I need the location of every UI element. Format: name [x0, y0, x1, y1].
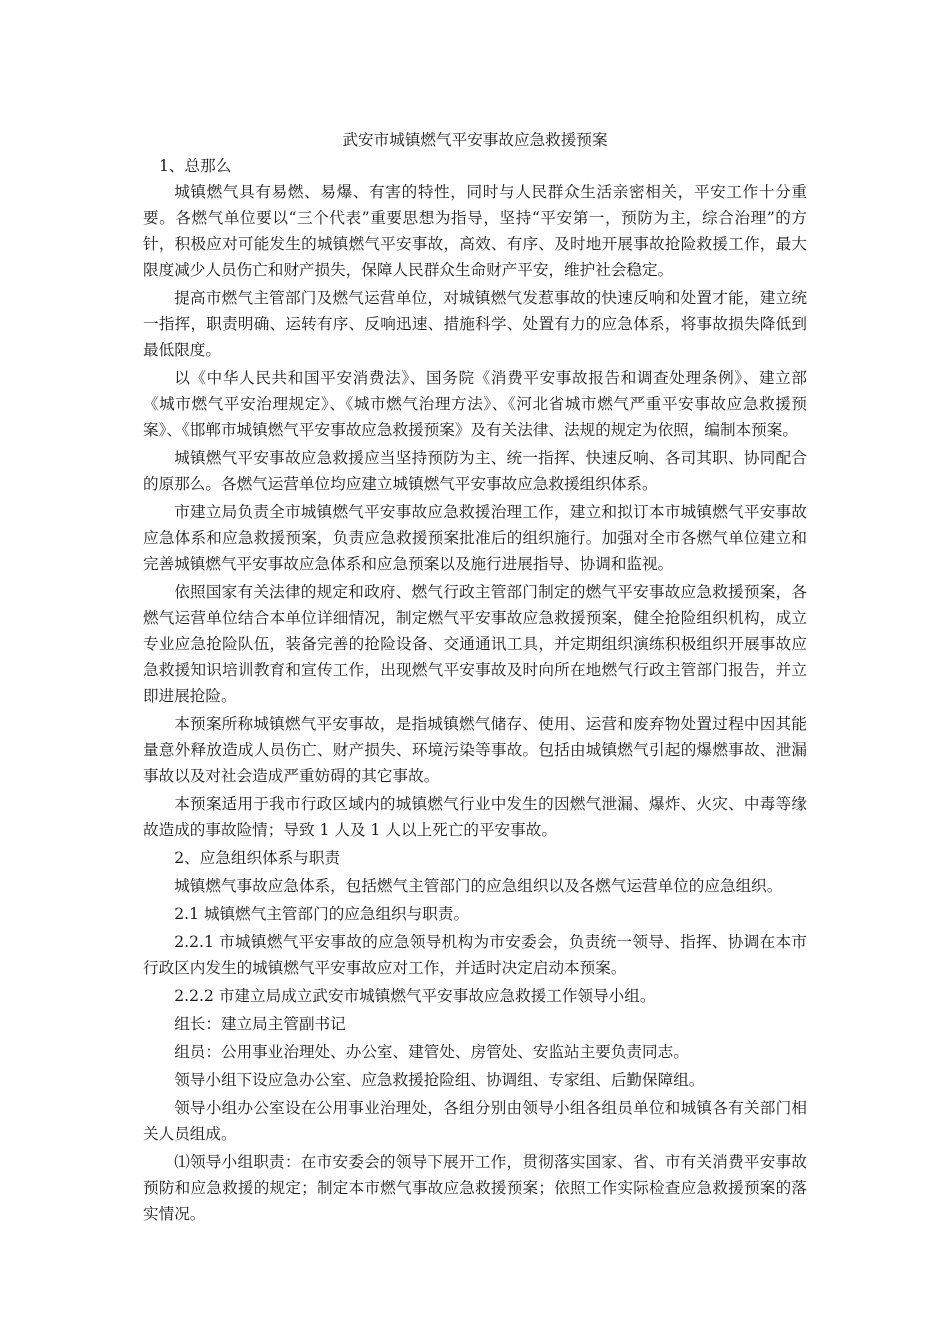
section-2-1-heading: 2.1 城镇燃气主管部门的应急组织与职责。 [174, 905, 470, 923]
section-2-2-1-paragraph: 2.2.1 市城镇燃气平安事故的应急领导机构为市安委会，负责统一领导、指挥、协调在本市行政区内发生的城镇燃气平安事故应对工作，并适时决定启动本预案。 [143, 933, 807, 977]
group-members-line: 组员：公用事业治理处、办公室、建管处、房管处、安监站主要负责同志。 [174, 1043, 689, 1061]
paragraph-3: 以《中华人民共和国平安消费法》、国务院《消费平安事故报告和调查处理条例》、建立部《城市燃气平安治理规定》、《城市燃气治理方法》、《河北省城市燃气严重平安事故应急救援预案》、《邯郸市城镇燃气平安事故应急救援预案》及有关法律、法规的规定为依照，编制本预案。 [143, 369, 807, 439]
paragraph-7: 本预案所称城镇燃气平安事故，是指城镇燃气储存、使用、运营和废弃物处置过程中因其能量意外释放造成人员伤亡、财产损失、环境污染等事故。包括由城镇燃气引起的爆燃事故、泄漏事故以及对社会造成严重妨碍的其它事故。 [143, 715, 807, 785]
paragraph-1: 城镇燃气具有易燃、易爆、有害的特性，同时与人民群众生活亲密相关，平安工作十分重要。各燃气单位要以“三个代表”重要思想为指导，坚持“平安第一，预防为主，综合治理”的方针，积极应对可能发生的城镇燃气平安事故，高效、有序、及时地开展事故抢险救援工作，最大限度减少人员伤亡和财产损失，保障人民群众生命财产平安，维护社会稳定。 [143, 183, 807, 279]
paragraph-6: 依照国家有关法律的规定和政府、燃气行政主管部门制定的燃气平安事故应急救援预案，各燃气运营单位结合本单位详细情况，制定燃气平安事故应急救援预案，健全抢险组织机构，成立专业应急抢险队伍，装备完善的抢险设备、交通通讯工具，并定期组织演练积极组织开展事故应急救援知识培训教育和宣传工作，出现燃气平安事故及时向所在地燃气行政主管部门报告，并立即进展抢险。 [143, 583, 807, 705]
leading-group-duties-paragraph: ⑴领导小组职责：在市安委会的领导下展开工作，贯彻落实国家、省、市有关消费平安事故预防和应急救援的规定；制定本市燃气事故应急救援预案；依照工作实际检查应急救援预案的落实情况。 [143, 1153, 807, 1223]
section-2-2-2-paragraph: 2.2.2 市建立局成立武安市城镇燃气平安事故应急救援工作领导小组。 [174, 987, 656, 1005]
paragraph-8: 本预案适用于我市行政区域内的城镇燃气行业中发生的因燃气泄漏、爆炸、火灾、中毒等缘故造成的事故险情；导致 1 人及 1 人以上死亡的平安事故。 [143, 795, 807, 839]
section-2-paragraph-1: 城镇燃气事故应急体系，包括燃气主管部门的应急组织以及各燃气运营单位的应急组织。 [174, 877, 783, 895]
group-leader-line: 组长：建立局主管副书记 [174, 1015, 346, 1033]
subgroups-line: 领导小组下设应急办公室、应急救援抢险组、协调组、专家组、后勤保障组。 [174, 1071, 705, 1089]
document-title: 武安市城镇燃气平安事故应急救援预案 [342, 131, 608, 149]
section-1-heading: 1、总那么 [159, 157, 232, 175]
document-body [143, 127, 807, 1229]
paragraph-4: 城镇燃气平安事故应急救援应当坚持预防为主、统一指挥、快速反响、各司其职、协同配合的原那么。各燃气运营单位均应建立城镇燃气平安事故应急救援组织体系。 [143, 449, 807, 493]
paragraph-2: 提高市燃气主管部门及燃气运营单位，对城镇燃气发惹事故的快速反响和处置才能，建立统一指挥，职责明确、运转有序、反响迅速、措施科学、处置有力的应急体系，将事故损失降低到最低限度。 [143, 289, 807, 359]
office-location-paragraph: 领导小组办公室设在公用事业治理处，各组分别由领导小组各组员单位和城镇各有关部门相关人员组成。 [143, 1099, 807, 1143]
section-2-heading: 2、应急组织体系与职责 [174, 849, 341, 867]
paragraph-5: 市建立局负责全市城镇燃气平安事故应急救援治理工作，建立和拟订本市城镇燃气平安事故应急体系和应急救援预案，负责应急救援预案批准后的组织施行。加强对全市各燃气单位建立和完善城镇燃气平安事故应急体系和应急预案以及施行进展指导、协调和监视。 [143, 503, 807, 573]
